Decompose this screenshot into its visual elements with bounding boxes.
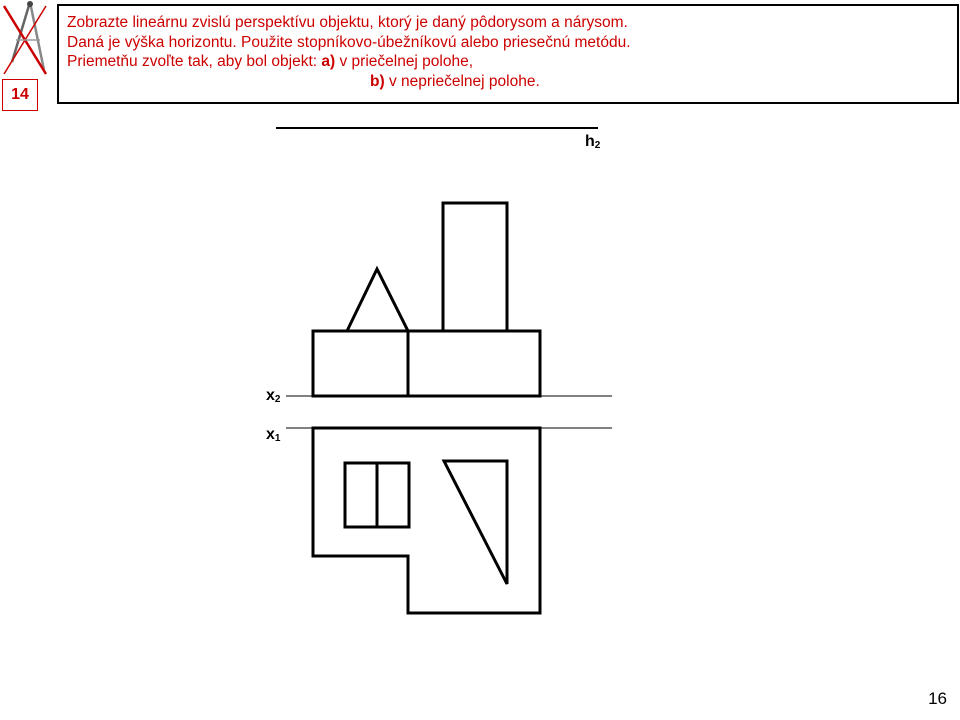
option-b-label: b) xyxy=(370,72,385,90)
horizon-label: $h_2$ xyxy=(585,133,601,151)
top-view-triangle xyxy=(444,461,507,584)
option-b-text: v nepriečelnej polohe. xyxy=(384,72,540,90)
axis-x2-label: $x_2$ xyxy=(266,387,281,405)
option-a-text: v priečelnej polohe, xyxy=(335,53,474,70)
exercise-number: 14 xyxy=(11,86,29,103)
axis-x1-label: $x_1$ xyxy=(266,426,281,444)
task-line-2: Daná je výška horizontu. Použite stopníkovo-úbežníkovú alebo priesečnú metódu. xyxy=(67,33,631,51)
option-a-label: a) xyxy=(321,53,336,70)
task-line-1: Zobrazte lineárnu zvislú perspektívu objektu, ktorý je daný pôdorysom a nárysom. xyxy=(67,14,628,31)
task-line-3-prefix: Priemetňu zvoľte tak, aby bol objekt: xyxy=(67,53,322,70)
page-number: 16 xyxy=(928,689,947,708)
front-view-tower xyxy=(443,203,507,331)
front-view-roof-triangle xyxy=(347,269,408,331)
front-view-base xyxy=(313,331,540,396)
